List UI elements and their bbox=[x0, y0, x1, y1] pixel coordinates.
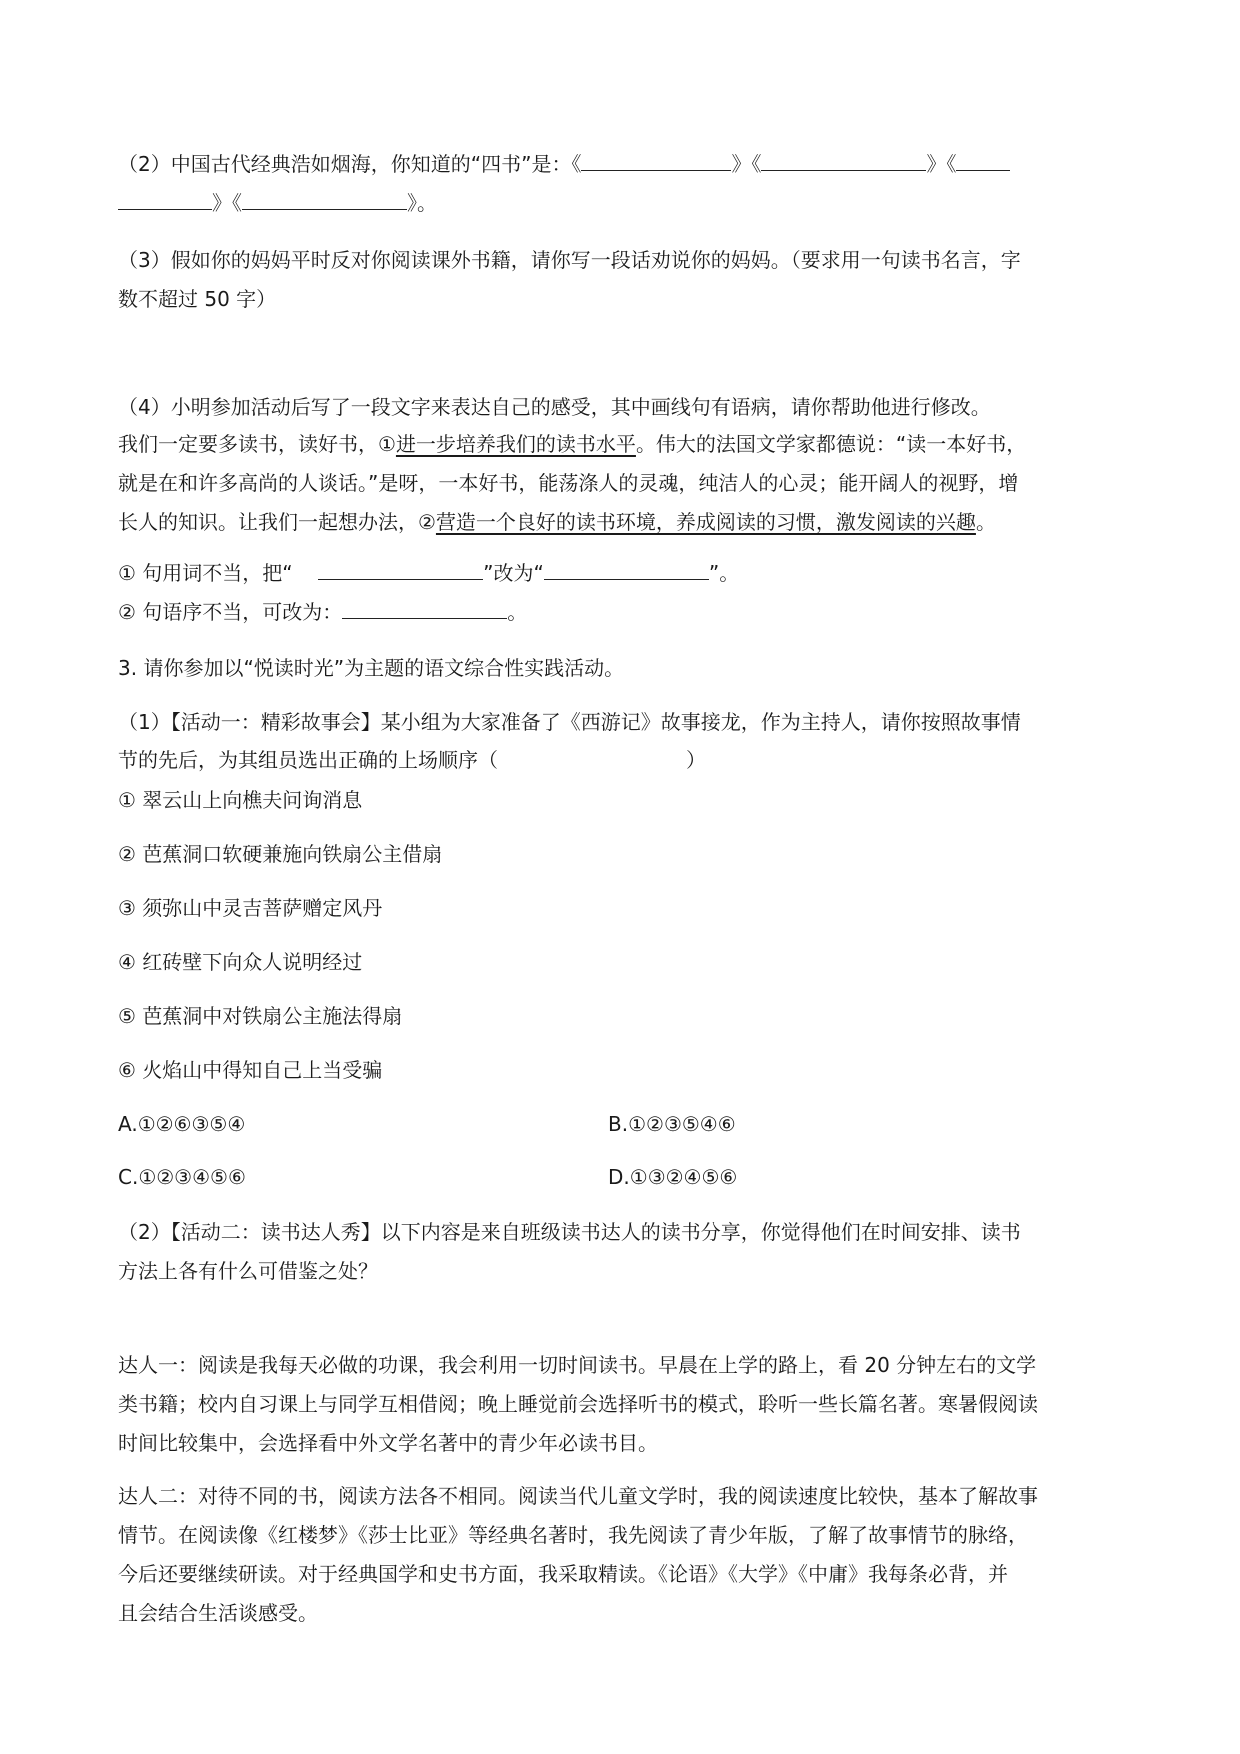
q2-2-line2 bbox=[118, 189, 437, 217]
story-item-4: ④ 红砖壁下向众人说明经过 bbox=[118, 950, 363, 974]
question-text: ） bbox=[686, 748, 706, 772]
bracket-sep: 》《 bbox=[926, 152, 957, 176]
q3-1-line2 bbox=[118, 746, 706, 774]
sub-question-text: 。 bbox=[507, 600, 528, 624]
reader2-line2: 情节。在阅读像《红楼梦》《莎士比亚》等经典名著时，我先阅读了青少年版，了解了故事情节的脉络， bbox=[118, 1523, 1028, 1547]
q2-4-sub1 bbox=[118, 559, 739, 587]
underlined-sentence-1: 进一步培养我们的读书水平 bbox=[395, 432, 636, 456]
q3-2-line1: （2）【活动二：读书达人秀】以下内容是来自班级读书达人的读书分享，你觉得他们在时间安排、读书 bbox=[118, 1220, 1021, 1244]
q2-2-line1 bbox=[118, 150, 1010, 178]
answer-blank-3a[interactable] bbox=[956, 150, 1010, 171]
q3-2-line2: 方法上各有什么可借鉴之处？ bbox=[118, 1259, 378, 1283]
reader1-line3: 时间比较集中，会选择看中外文学名著中的青少年必读书目。 bbox=[118, 1431, 658, 1455]
answer-blank-1[interactable] bbox=[581, 150, 731, 171]
passage-text: 长人的知识。让我们一起想办法，② bbox=[118, 510, 436, 534]
sub-question-text: ”改为“ bbox=[483, 561, 544, 585]
option-row-2 bbox=[118, 1163, 738, 1191]
reader2-line3: 今后还要继续研读。对于经典国学和史书方面，我采取精读。《论语》《大学》《中庸》我每条必背，并 bbox=[118, 1562, 1008, 1586]
passage-text: 。伟大的法国文学家都德说：“读一本好书， bbox=[635, 432, 1027, 456]
answer-blank-replace-from[interactable] bbox=[318, 559, 483, 580]
sub-question-text: ”。 bbox=[708, 561, 740, 585]
answer-blank-replace-to[interactable] bbox=[544, 559, 709, 580]
q2-3-line1: （3）假如你的妈妈平时反对你阅读课外书籍，请你写一段话劝说你的妈妈。（要求用一句读书名言，字 bbox=[118, 248, 1021, 272]
q2-3-line2: 数不超过 50 字） bbox=[118, 287, 277, 311]
passage-text: 。 bbox=[975, 510, 996, 534]
reader1-line2: 类书籍；校内自习课上与同学互相借阅；晚上睡觉前会选择听书的模式，聆听一些长篇名著。寒暑假阅读 bbox=[118, 1392, 1038, 1416]
answer-blank-reorder[interactable] bbox=[342, 598, 507, 619]
reader2-line4: 且会结合生活谈感受。 bbox=[118, 1601, 318, 1625]
option-d[interactable]: D.①③②④⑤⑥ bbox=[608, 1165, 738, 1189]
option-c[interactable]: C.①②③④⑤⑥ bbox=[118, 1165, 246, 1189]
q3-1-line1: （1）【活动一：精彩故事会】某小组为大家准备了《西游记》故事接龙，作为主持人，请你按照故事情 bbox=[118, 710, 1021, 734]
option-row-1 bbox=[118, 1110, 736, 1138]
q2-4-passage-line3 bbox=[118, 508, 996, 536]
q2-4-passage-line1 bbox=[118, 430, 1026, 458]
q2-2-prompt: （2）中国古代经典浩如烟海，你知道的“四书”是：《 bbox=[118, 152, 582, 176]
sub-question-text: ① 句用词不当，把“ bbox=[118, 561, 293, 585]
q2-4-prompt: （4）小明参加活动后写了一段文字来表达自己的感受，其中画线句有语病，请你帮助他进行修改。 bbox=[118, 395, 991, 419]
answer-blank-2[interactable] bbox=[761, 150, 926, 171]
option-a[interactable]: A.①②⑥③⑤④ bbox=[118, 1112, 246, 1136]
reader2-line1: 达人二：对待不同的书，阅读方法各不相同。阅读当代儿童文学时，我的阅读速度比较快，基本了解故事 bbox=[118, 1484, 1038, 1508]
bracket-sep: 》《 bbox=[731, 152, 762, 176]
bracket-sep: 》《 bbox=[212, 191, 242, 215]
q2-4-sub2 bbox=[118, 598, 527, 626]
sub-question-text: ② 句语序不当，可改为： bbox=[118, 600, 343, 624]
question-text: 节的先后，为其组员选出正确的上场顺序（ bbox=[118, 748, 498, 772]
story-item-3: ③ 须弥山中灵吉菩萨赠定风丹 bbox=[118, 896, 383, 920]
answer-blank-3b[interactable] bbox=[118, 189, 212, 210]
bracket-end: 》。 bbox=[407, 191, 437, 215]
story-item-5: ⑤ 芭蕉洞中对铁扇公主施法得扇 bbox=[118, 1004, 403, 1028]
q2-4-passage-line2: 就是在和许多高尚的人谈话。”是呀，一本好书，能荡涤人的灵魂，纯洁人的心灵；能开阔人的视野，增 bbox=[118, 471, 1019, 495]
story-item-6: ⑥ 火焰山中得知自己上当受骗 bbox=[118, 1058, 383, 1082]
option-b[interactable]: B.①②③⑤④⑥ bbox=[608, 1112, 736, 1136]
story-item-2: ② 芭蕉洞口软硬兼施向铁扇公主借扇 bbox=[118, 842, 443, 866]
q3-title: 3. 请你参加以“悦读时光”为主题的语文综合性实践活动。 bbox=[118, 656, 625, 680]
underlined-sentence-2: 营造一个良好的读书环境，养成阅读的习惯，激发阅读的兴趣 bbox=[435, 510, 976, 534]
story-item-1: ① 翠云山上向樵夫问询消息 bbox=[118, 788, 363, 812]
reader1-line1: 达人一：阅读是我每天必做的功课，我会利用一切时间读书。早晨在上学的路上，看 20 分钟左右的文学 bbox=[118, 1353, 1037, 1377]
passage-text: 我们一定要多读书，读好书，① bbox=[118, 432, 396, 456]
answer-blank-4[interactable] bbox=[242, 189, 407, 210]
